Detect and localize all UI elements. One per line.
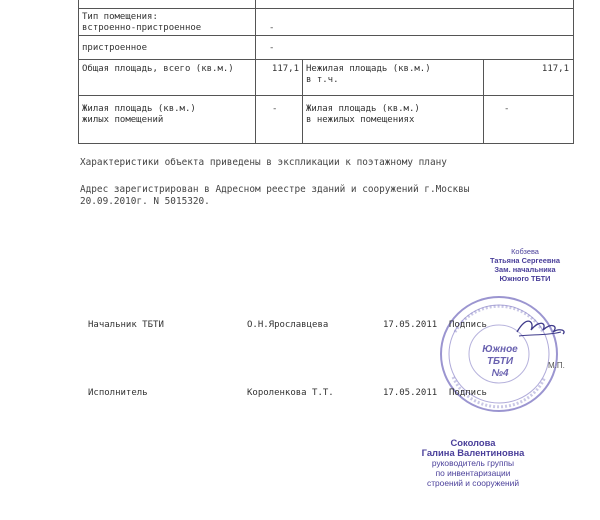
nonliving-area-label-2: в т.ч. — [306, 75, 339, 85]
signer-sign-1: Подпись — [449, 320, 487, 330]
signer-role-2: Исполнитель — [88, 388, 148, 398]
living-in-nonliving-label-2: в нежилых помещениях — [306, 115, 415, 125]
signer-date-2: 17.05.2011 — [383, 388, 438, 398]
group-head-position: руководитель группы — [431, 458, 515, 468]
group-head-name: Галина Валентиновна — [421, 447, 525, 458]
signer-sign-2: Подпись — [449, 388, 487, 398]
type-value: - — [269, 23, 275, 33]
seal-line2: ТБТИ — [486, 356, 514, 367]
nonliving-area-label-1: Нежилая площадь (кв.м.) — [306, 64, 431, 74]
table-row — [79, 0, 573, 9]
address-text-line1: Адрес зарегистрирован в Адресном реестре зданий и сооружений г.Москвы — [80, 184, 470, 195]
characteristics-text: Характеристики объекта приведены в экспликации к поэтажному плану — [80, 157, 447, 168]
signer-role-1: Начальник ТБТИ — [88, 320, 164, 330]
group-head-surname: Соколова — [450, 437, 496, 448]
deputy-org: Южного ТБТИ — [499, 274, 551, 283]
living-in-nonliving-value: - — [504, 104, 510, 114]
table-row — [79, 36, 573, 60]
signer-name-1: О.Н.Ярославцева — [247, 320, 329, 330]
deputy-name: Татьяна Сергеевна — [490, 256, 560, 265]
attached-value: - — [269, 43, 275, 53]
attached-label: пристроенное — [82, 43, 148, 53]
group-head-stamp — [398, 438, 548, 488]
deputy-stamp — [470, 247, 580, 283]
table-row — [79, 60, 573, 96]
deputy-position: Зам. начальника — [494, 265, 556, 274]
address-text-line2: 20.09.2010г. N 5015320. — [80, 196, 210, 207]
living-area-label-2: жилых помещений — [82, 115, 164, 125]
seal-mp: М.П. — [548, 361, 565, 370]
seal-text — [474, 344, 526, 380]
seal-line1: Южное — [482, 344, 518, 355]
living-area-value: - — [272, 104, 278, 114]
total-area-value: 117,1 — [271, 64, 299, 74]
property-table — [78, 0, 574, 144]
group-head-dept-1: по инвентаризации — [435, 468, 511, 478]
table-row — [79, 9, 573, 36]
nonliving-area-value: 117,1 — [541, 64, 569, 74]
type-label-1: Тип помещения: — [82, 12, 158, 22]
living-in-nonliving-label-1: Жилая площадь (кв.м.) — [306, 104, 420, 114]
type-label-2: встроенно-пристроенное — [82, 23, 202, 33]
signer-date-1: 17.05.2011 — [383, 320, 438, 330]
seal-line3: №4 — [491, 368, 509, 379]
total-area-label: Общая площадь, всего (кв.м.) — [82, 64, 234, 74]
group-head-dept-2: строений и сооружений — [427, 478, 519, 488]
deputy-surname: Кобзева — [511, 247, 539, 256]
table-row — [79, 96, 573, 144]
living-area-label-1: Жилая площадь (кв.м.) — [82, 104, 196, 114]
signer-name-2: Короленкова Т.Т. — [247, 388, 334, 398]
